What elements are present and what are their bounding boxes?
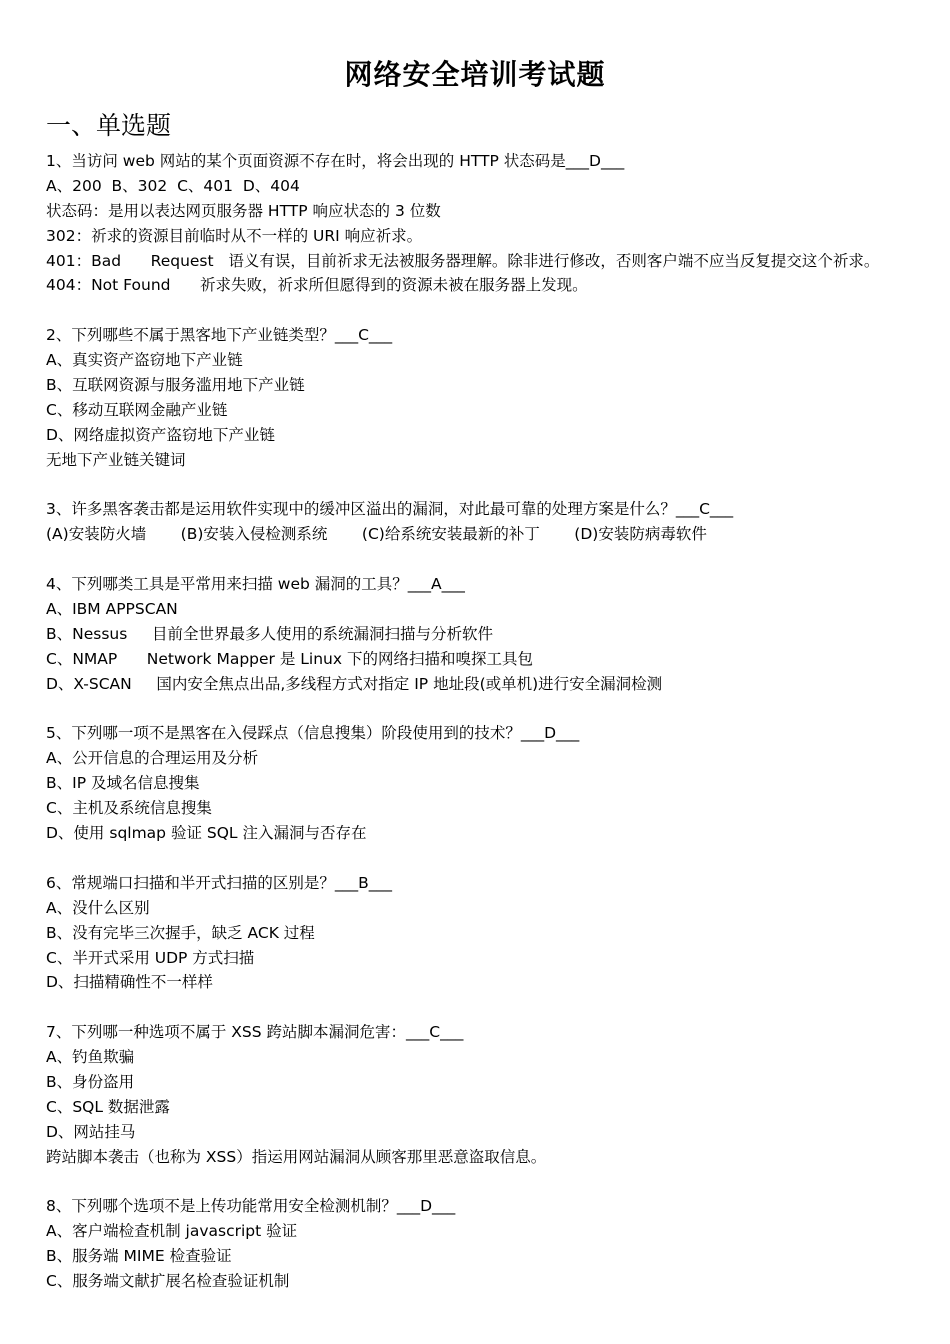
text-line: D、X-SCAN 国内安全焦点出品,多线程方式对指定 IP 地址段(或单机)进行安全漏洞检测 <box>46 674 663 693</box>
section-heading: 一、单选题 <box>46 111 172 140</box>
text-line: A、公开信息的合理运用及分析 <box>46 749 259 768</box>
text-line: 4、下列哪类工具是平常用来扫描 web 漏洞的工具？___A___ <box>46 575 465 594</box>
text-line: 5、下列哪一项不是黑客在入侵踩点（信息搜集）阶段使用到的技术？___D___ <box>46 724 580 743</box>
text-line: 1、当访问 web 网站的某个页面资源不存在时，将会出现的 HTTP 状态码是___D___ <box>46 152 625 170</box>
text-line: 2、下列哪些不属于黑客地下产业链类型？___C___ <box>46 326 393 345</box>
text-line: A、200 B、302 C、401 D、404 <box>46 176 300 195</box>
text-line: 状态码：是用以表达网页服务器 HTTP 响应状态的 3 位数 <box>46 201 441 220</box>
text-line: 401：Bad Request 语义有误，目前祈求无法被服务器理解。除非进行修改，否则客户端不应当反复提交这个祈求。 <box>46 251 880 270</box>
blank-line <box>46 995 936 1020</box>
text-line: A、没什么区别 <box>46 898 150 917</box>
text-line: C、SQL 数据泄露 <box>46 1097 170 1116</box>
text-line: C、主机及系统信息搜集 <box>46 799 212 818</box>
text-line: C、移动互联网金融产业链 <box>46 400 228 419</box>
text-line: 302：祈求的资源目前临时从不一样的 URI 响应祈求。 <box>46 226 423 245</box>
text-line: D、网络虚拟资产盗窃地下产业链 <box>46 425 275 444</box>
blank-line <box>46 1170 936 1195</box>
text-line: 8、下列哪个选项不是上传功能常用安全检测机制？___D___ <box>46 1197 456 1216</box>
text-line: 跨站脚本袭击（也称为 XSS）指运用网站漏洞从顾客那里恶意盗取信息。 <box>46 1147 547 1166</box>
document-title: 网络安全培训考试题 <box>344 58 606 91</box>
text-line: B、Nessus 目前全世界最多人使用的系统漏洞扫描与分析软件 <box>46 624 493 643</box>
text-line: D、扫描精确性不一样样 <box>46 973 213 992</box>
text-line: B、互联网资源与服务滥用地下产业链 <box>46 376 305 395</box>
text-line: A、真实资产盗窃地下产业链 <box>46 351 243 370</box>
text-line: D、使用 sqlmap 验证 SQL 注入漏洞与否存在 <box>46 824 367 843</box>
blank-line <box>46 547 936 572</box>
text-line: 无地下产业链关键词 <box>46 450 186 469</box>
text-line: B、IP 及域名信息搜集 <box>46 774 200 793</box>
text-line: C、服务端文献扩展名检查验证机制 <box>46 1272 290 1291</box>
blank-line <box>46 298 936 323</box>
text-line: 7、下列哪一种选项不属于 XSS 跨站脚本漏洞危害：___C___ <box>46 1023 464 1042</box>
text-line: 3、许多黑客袭击都是运用软件实现中的缓冲区溢出的漏洞，对此最可靠的处理方案是什么？___C___ <box>46 500 734 519</box>
text-line: 404：Not Found 祈求失败，祈求所但愿得到的资源未被在服务器上发现。 <box>46 276 588 295</box>
text-line: C、NMAP Network Mapper 是 Linux 下的网络扫描和嗅探工具包 <box>46 649 533 668</box>
text-line: B、身份盗用 <box>46 1072 135 1091</box>
text-line: 6、常规端口扫描和半开式扫描的区别是？___B___ <box>46 873 392 892</box>
text-line: A、钓鱼欺骗 <box>46 1048 135 1067</box>
text-line: (A)安装防火墙 (B)安装入侵检测系统 (C)给系统安装最新的补丁 (D)安装防病毒软件 <box>46 525 707 544</box>
text-line: D、网站挂马 <box>46 1122 136 1141</box>
text-line: B、服务端 MIME 检查验证 <box>46 1247 232 1266</box>
document-body <box>46 149 936 1294</box>
blank-line <box>46 697 936 722</box>
text-line: A、客户端检查机制 javascript 验证 <box>46 1222 298 1241</box>
blank-line <box>46 846 936 871</box>
blank-line <box>46 473 936 498</box>
text-line: B、没有完毕三次握手，缺乏 ACK 过程 <box>46 923 315 942</box>
text-line: A、IBM APPSCAN <box>46 600 178 619</box>
text-line: C、半开式采用 UDP 方式扫描 <box>46 948 255 967</box>
